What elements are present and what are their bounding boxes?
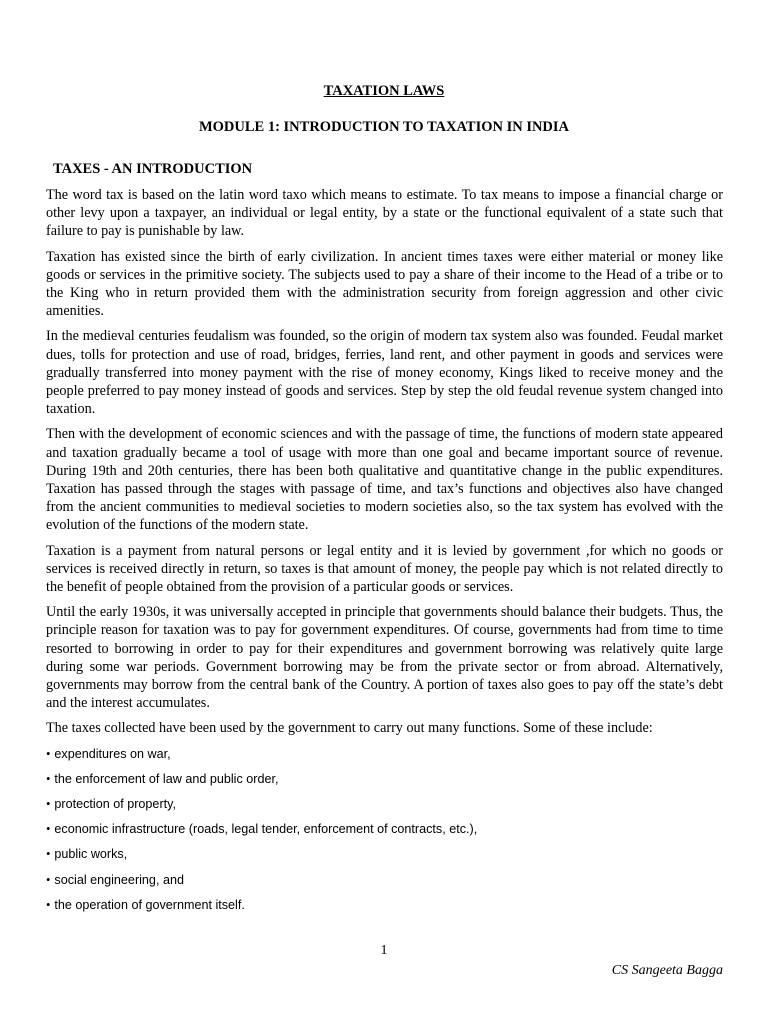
list-item-text: expenditures on war, [54, 746, 171, 761]
paragraph-5: Taxation is a payment from natural persons or legal entity and it is levied by government ,for which no goods or services is received directly in return, so taxes is that amount of money, the people pay which is not related directly to the benefit of people obtained from the provision of a particular goods or services. [46, 542, 723, 596]
bullet-icon: • [46, 872, 51, 887]
functions-list [46, 745, 723, 914]
list-item-text: economic infrastructure (roads, legal tender, enforcement of contracts, etc.), [54, 822, 478, 837]
paragraph-7: The taxes collected have been used by the government to carry out many functions. Some of these include: [46, 720, 653, 737]
paragraph-6: Until the early 1930s, it was universally accepted in principle that governments should balance their budgets. Thus, the principle reason for taxation was to pay for government expenditures. Of course, governments had from time to time resorted to borrowing in order to pay for their expenditures and government borrowing was relatively quite large during some war periods. Government borrowing may be from the private sector or from abroad. Alternatively, governments may borrow from the central bank of the Country. A portion of taxes also goes to pay off the state’s debt and the interest accumulates. [46, 604, 723, 712]
bullet-icon: • [46, 797, 51, 812]
list-item [46, 871, 723, 889]
list-item [46, 770, 723, 788]
module-title: MODULE 1: INTRODUCTION TO TAXATION IN INDIA [198, 119, 570, 135]
list-item [46, 745, 723, 763]
list-item-text: the enforcement of law and public order, [54, 771, 279, 786]
document-title: TAXATION LAWS [323, 83, 445, 99]
bullet-icon: • [46, 822, 51, 837]
bullet-icon: • [46, 771, 51, 786]
list-item-text: public works, [54, 847, 128, 862]
section-heading: TAXES - AN INTRODUCTION [53, 161, 253, 177]
list-item [46, 896, 723, 914]
list-item-text: social engineering, and [54, 872, 184, 887]
list-item [46, 820, 723, 838]
bullet-icon: • [46, 847, 51, 862]
list-item-text: protection of property, [54, 797, 176, 812]
list-item [46, 795, 723, 813]
footer-author: CS Sangeeta Bagga [611, 963, 723, 978]
paragraph-1: The word tax is based on the latin word taxo which means to estimate. To tax means to impose a financial charge or other levy upon a taxpayer, an individual or legal entity, by a state or the functional equivalent of a state such that failure to pay is punishable by law. [46, 187, 723, 240]
body-text [46, 186, 723, 921]
list-item-text: the operation of government itself. [54, 897, 245, 912]
paragraph-3: In the medieval centuries feudalism was founded, so the origin of modern tax system also was founded. Feudal market dues, tolls for protection and use of road, bridges, ferries, land rent, and other payment in goods and services were gradually transferred into money payment with the rise of money economy, Kings liked to receive money and the people preferred to pay money instead of goods and services. Step by step the old feudal revenue system changed into taxation. [46, 328, 723, 418]
list-item [46, 845, 723, 863]
paragraph-4: Then with the development of economic sciences and with the passage of time, the functions of modern state appeared and taxation gradually became a tool of usage with more than one goal and became important source of revenue. During 19th and 20th centuries, there has been both qualitative and quantitative change in the public expenditures. Taxation has passed through the stages with passage of time, and tax’s functions and objectives also have changed from the ancient communities to medieval societies to modern societies also, so the tax system has evolved with the evolution of the functions of the modern state. [46, 426, 723, 534]
bullet-icon: • [46, 746, 51, 761]
page-number: 1 [380, 943, 388, 958]
bullet-icon: • [46, 897, 51, 912]
paragraph-2: Taxation has existed since the birth of early civilization. In ancient times taxes were either material or money like goods or services in the primitive society. The subjects used to pay a share of their income to the Head of a tribe or to the King who in return provided them with the administration security from foreign aggression and other civic amenities. [46, 248, 723, 320]
